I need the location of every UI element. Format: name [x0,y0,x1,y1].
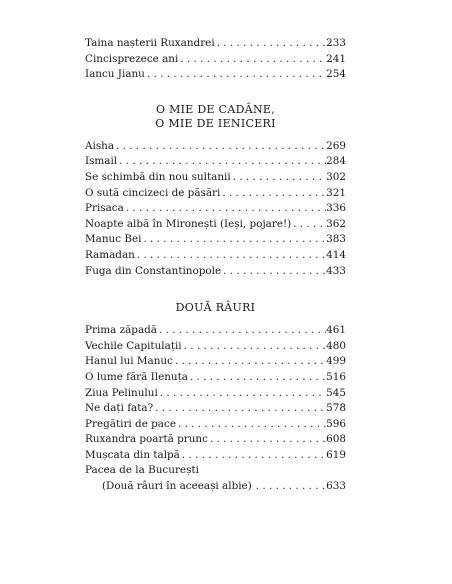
toc-entry-page: 499 [326,355,346,368]
toc-entry-title: Pacea de la București [85,464,199,477]
toc-entry-page: 578 [326,402,346,415]
toc-entry-page: 516 [326,370,346,383]
toc-entry-page: 336 [326,202,346,215]
toc-entry[interactable] [85,139,346,155]
toc-entry[interactable] [85,232,346,248]
toc-entry[interactable] [85,52,346,68]
dot-leader [153,401,326,417]
toc-entry-title: Ziua Pelinului [85,386,158,399]
toc-entry-title: Ismail [85,155,118,168]
toc-entry[interactable] [85,186,346,202]
toc-entry-title: Aisha [85,139,115,152]
toc-entry-page: 596 [326,417,346,430]
dot-leader [114,139,326,155]
section-heading [85,301,346,315]
toc-entry-title: O lume fără Ilenuța [85,370,188,383]
toc-entry-page: 619 [326,448,346,461]
toc-entry-title: Pregătiri de pace [85,417,176,430]
toc-entry-page: 461 [326,324,346,337]
dot-leader [135,248,326,264]
toc-entry-page: 284 [326,155,346,168]
toc-entry-page: 480 [326,339,346,352]
toc-entry-title: Manuc Bei [85,233,142,246]
toc-entry-title: Ramadan [85,248,135,261]
toc-entry[interactable] [85,323,346,339]
section-heading-line: O MIE DE IENICERI [155,116,276,130]
toc-entry-title: Hanul lui Manuc [85,355,173,368]
toc-entry-page: 545 [326,386,346,399]
dot-leader [182,339,327,355]
toc-entry-page: 233 [326,37,346,49]
dot-leader [215,36,327,52]
toc-entry[interactable] [85,417,346,433]
toc-entry-page: 241 [326,52,346,65]
toc-section-three [85,301,346,495]
toc-entry-title: Fuga din Constantinopole [85,264,222,277]
toc-entry[interactable] [85,170,346,186]
toc-entry-page: 433 [326,264,346,277]
toc-entry-title: Prisaca [85,202,124,215]
dot-leader [176,417,326,433]
toc-entry-title: Ne dați fata? [85,402,154,415]
toc-entry-page: 608 [326,433,346,446]
dot-leader [220,186,326,202]
toc-entry-title: Iancu Jianu [85,68,145,81]
toc-entry[interactable] [85,339,346,355]
toc-entry[interactable] [85,432,346,448]
toc-entry-page: 414 [326,248,346,261]
toc-entry[interactable] [85,217,346,233]
toc-section-two [85,103,346,279]
toc-entry[interactable] [85,36,346,52]
dot-leader [178,52,326,68]
toc-entry[interactable] [85,448,346,464]
toc-entry-page: 269 [326,139,346,152]
section-heading-line: O MIE DE CADÂNE, [155,102,276,116]
dot-leader [173,354,326,370]
toc-entry-title: Vechile Capitulații [85,339,182,352]
dot-leader [117,154,326,170]
toc-entry-title: O sută cincizeci de păsări [85,186,221,199]
toc-entry-page: 362 [326,217,346,230]
dot-leader [180,448,326,464]
toc-entry-title: Mușcata din talpă [85,448,180,461]
toc-entry-multiline[interactable] [85,463,346,494]
toc-entry-title: Noapte albă în Mironești (Ieși, pojare!) [85,217,292,230]
toc-entry-title: Se schimbă din nou sultanii [85,170,231,183]
toc-entry-page: 254 [326,68,346,81]
dot-leader [221,264,326,280]
toc-entry-title: Taina nașterii Ruxandrei [85,37,215,49]
toc-entry-page: 383 [326,233,346,246]
toc-entry[interactable] [85,386,346,402]
section-heading-line: DOUĂ RÂURI [175,301,256,315]
dot-leader [141,232,326,248]
toc-entry[interactable] [85,67,346,83]
dot-leader [208,432,326,448]
dot-leader [145,67,326,83]
toc-entry[interactable] [85,370,346,386]
toc-entry[interactable] [85,264,346,280]
toc-entry[interactable] [85,401,346,417]
section-heading [85,103,346,131]
toc-entry[interactable] [85,248,346,264]
dot-leader [158,386,326,402]
toc-entry-subtitle-row [85,479,346,495]
toc-entry[interactable] [85,154,346,170]
toc-entry-page: 633 [326,480,346,493]
table-of-contents [85,36,346,495]
toc-entry-subtitle: (Două râuri în aceeași albie) [102,480,252,493]
toc-entry-title: Prima zăpadă [85,324,157,337]
toc-entry-title: Ruxandra poartă prunc [85,433,208,446]
dot-leader [231,170,326,186]
dot-leader [291,217,326,233]
dot-leader [188,370,326,386]
toc-entry[interactable] [85,201,346,217]
toc-entry[interactable] [85,354,346,370]
dot-leader [252,479,326,495]
toc-section-one [85,36,346,83]
toc-entry-page: 321 [326,186,346,199]
dot-leader [124,201,326,217]
toc-entry-page: 302 [326,170,346,183]
toc-entry-title: Cincisprezece ani [85,52,179,65]
dot-leader [157,323,326,339]
